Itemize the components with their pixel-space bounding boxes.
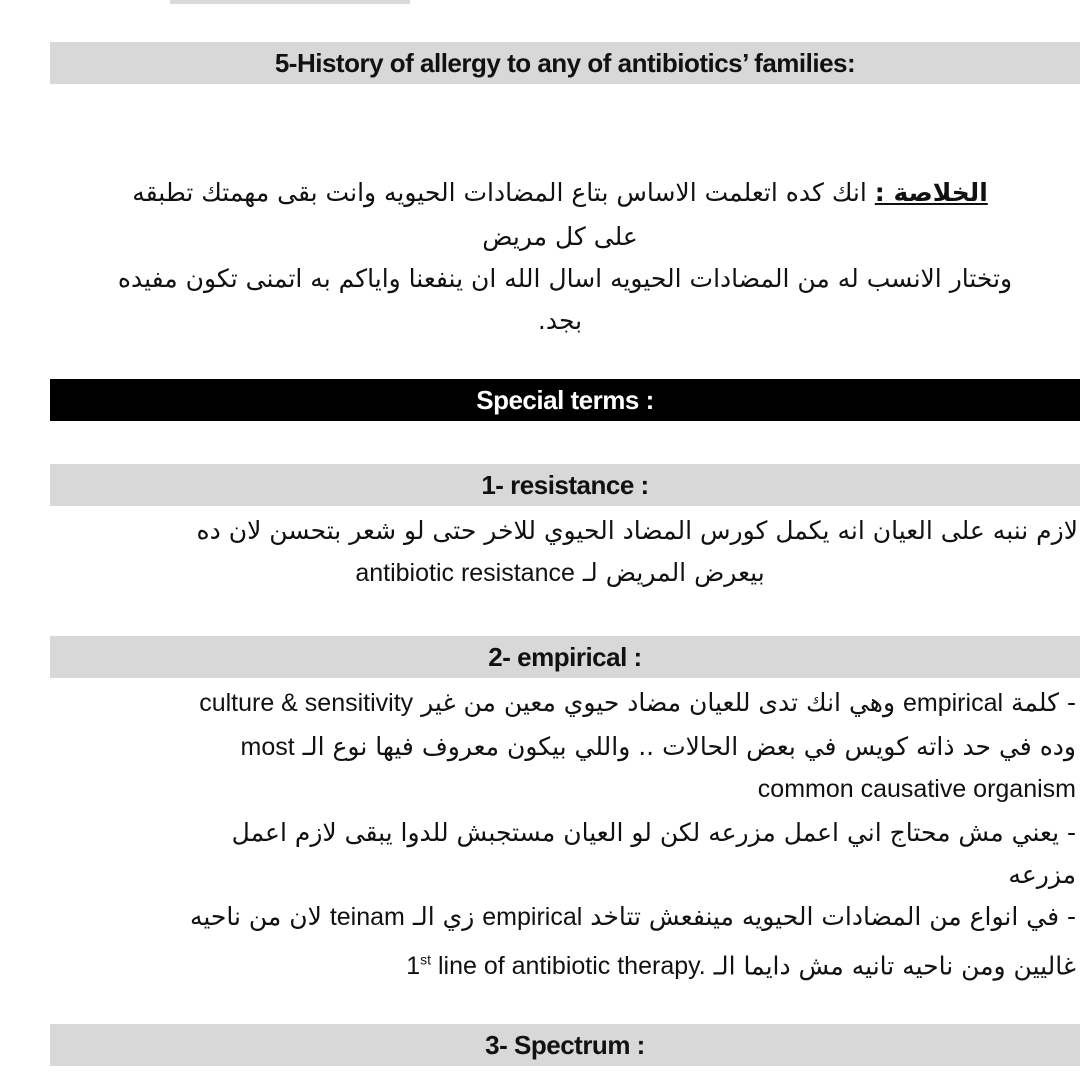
empirical-b1-term: empirical bbox=[903, 689, 1004, 717]
empirical-b3-line2-en-text: line of antibiotic therapy. bbox=[437, 952, 706, 981]
allergy-section-heading bbox=[50, 42, 1080, 84]
empirical-bullet-3-line-2 bbox=[40, 938, 1076, 989]
empirical-b3-term: empirical bbox=[482, 903, 583, 931]
summary-label: الخلاصة : bbox=[874, 178, 988, 207]
summary-line-4: بجد. bbox=[537, 306, 583, 335]
empirical-b3-term2: teinam bbox=[329, 903, 405, 931]
empirical-b1-mid: وهي انك تدى للعيان مضاد حيوي معين من غير bbox=[421, 688, 896, 717]
empirical-bullet-3-line-1 bbox=[40, 894, 1076, 940]
resistance-line-2 bbox=[60, 550, 1060, 596]
empirical-b3-line2-sup: st bbox=[420, 952, 432, 968]
empirical-b1-prefix: - كلمة bbox=[1010, 688, 1076, 717]
resistance-line-2-en: antibiotic resistance bbox=[355, 559, 575, 587]
empirical-b1-line2-ar: وده في حد ذاته كويس في بعض الحالات .. واللي بيكون معروف فيها نوع الـ bbox=[302, 732, 1076, 761]
empirical-bullet-1-line-1 bbox=[40, 680, 1076, 726]
empirical-b3-mid: زي الـ bbox=[412, 902, 475, 931]
top-cut-off-bar bbox=[170, 0, 410, 4]
summary-line-3: وتختار الانسب له من المضادات الحيويه اسال الله ان ينفعنا واياكم به اتمنى تكون مفيده bbox=[117, 264, 1013, 293]
spectrum-heading bbox=[50, 1024, 1080, 1066]
empirical-b1-line2-en: most bbox=[240, 733, 295, 761]
empirical-b3-line2-en bbox=[406, 952, 706, 980]
summary-line-1 bbox=[60, 170, 1060, 215]
empirical-bullet-2-line-2: مزرعه bbox=[1008, 860, 1076, 889]
special-terms-text: Special terms : bbox=[476, 384, 654, 415]
empirical-b1-line3: common causative organism bbox=[757, 775, 1076, 803]
summary-line-2: على كل مريض bbox=[482, 222, 638, 251]
empirical-b3-suffix: لان من ناحيه bbox=[189, 902, 322, 931]
empirical-heading-text: 2- empirical : bbox=[488, 641, 642, 672]
allergy-heading-text: 5-History of allergy to any of antibiotics’ families: bbox=[274, 47, 856, 78]
empirical-b1-term2: culture & sensitivity bbox=[199, 689, 414, 717]
spectrum-heading-text: 3- Spectrum : bbox=[485, 1029, 645, 1060]
special-terms-heading bbox=[50, 379, 1080, 421]
summary-text-1: انك كده اتعلمت الاساس بتاع المضادات الحيويه وانت بقى مهمتك تطبقه bbox=[132, 178, 867, 207]
empirical-b3-line2-num: 1 bbox=[406, 952, 421, 981]
resistance-line-2-ar: بيعرض المريض لـ bbox=[582, 558, 765, 587]
empirical-b3-prefix: - في انواع من المضادات الحيويه مينفعش تتاخد bbox=[590, 902, 1076, 931]
resistance-heading-text: 1- resistance : bbox=[481, 469, 649, 500]
empirical-b3-line2-ar: غاليين ومن ناحيه تانيه مش دايما الـ bbox=[713, 951, 1076, 981]
resistance-heading bbox=[50, 464, 1080, 506]
resistance-line-1: لازم ننبه على العيان انه يكمل كورس المضاد الحيوي للاخر حتى لو شعر بتحسن لان ده bbox=[196, 516, 1078, 545]
empirical-heading bbox=[50, 636, 1080, 678]
empirical-bullet-2-line-1: - يعني مش محتاج اني اعمل مزرعه لكن لو العيان مستجبش للدوا يبقى لازم اعمل bbox=[231, 818, 1076, 847]
empirical-bullet-1-line-2 bbox=[40, 724, 1076, 770]
empirical-bullet-1-line-3 bbox=[40, 766, 1076, 812]
